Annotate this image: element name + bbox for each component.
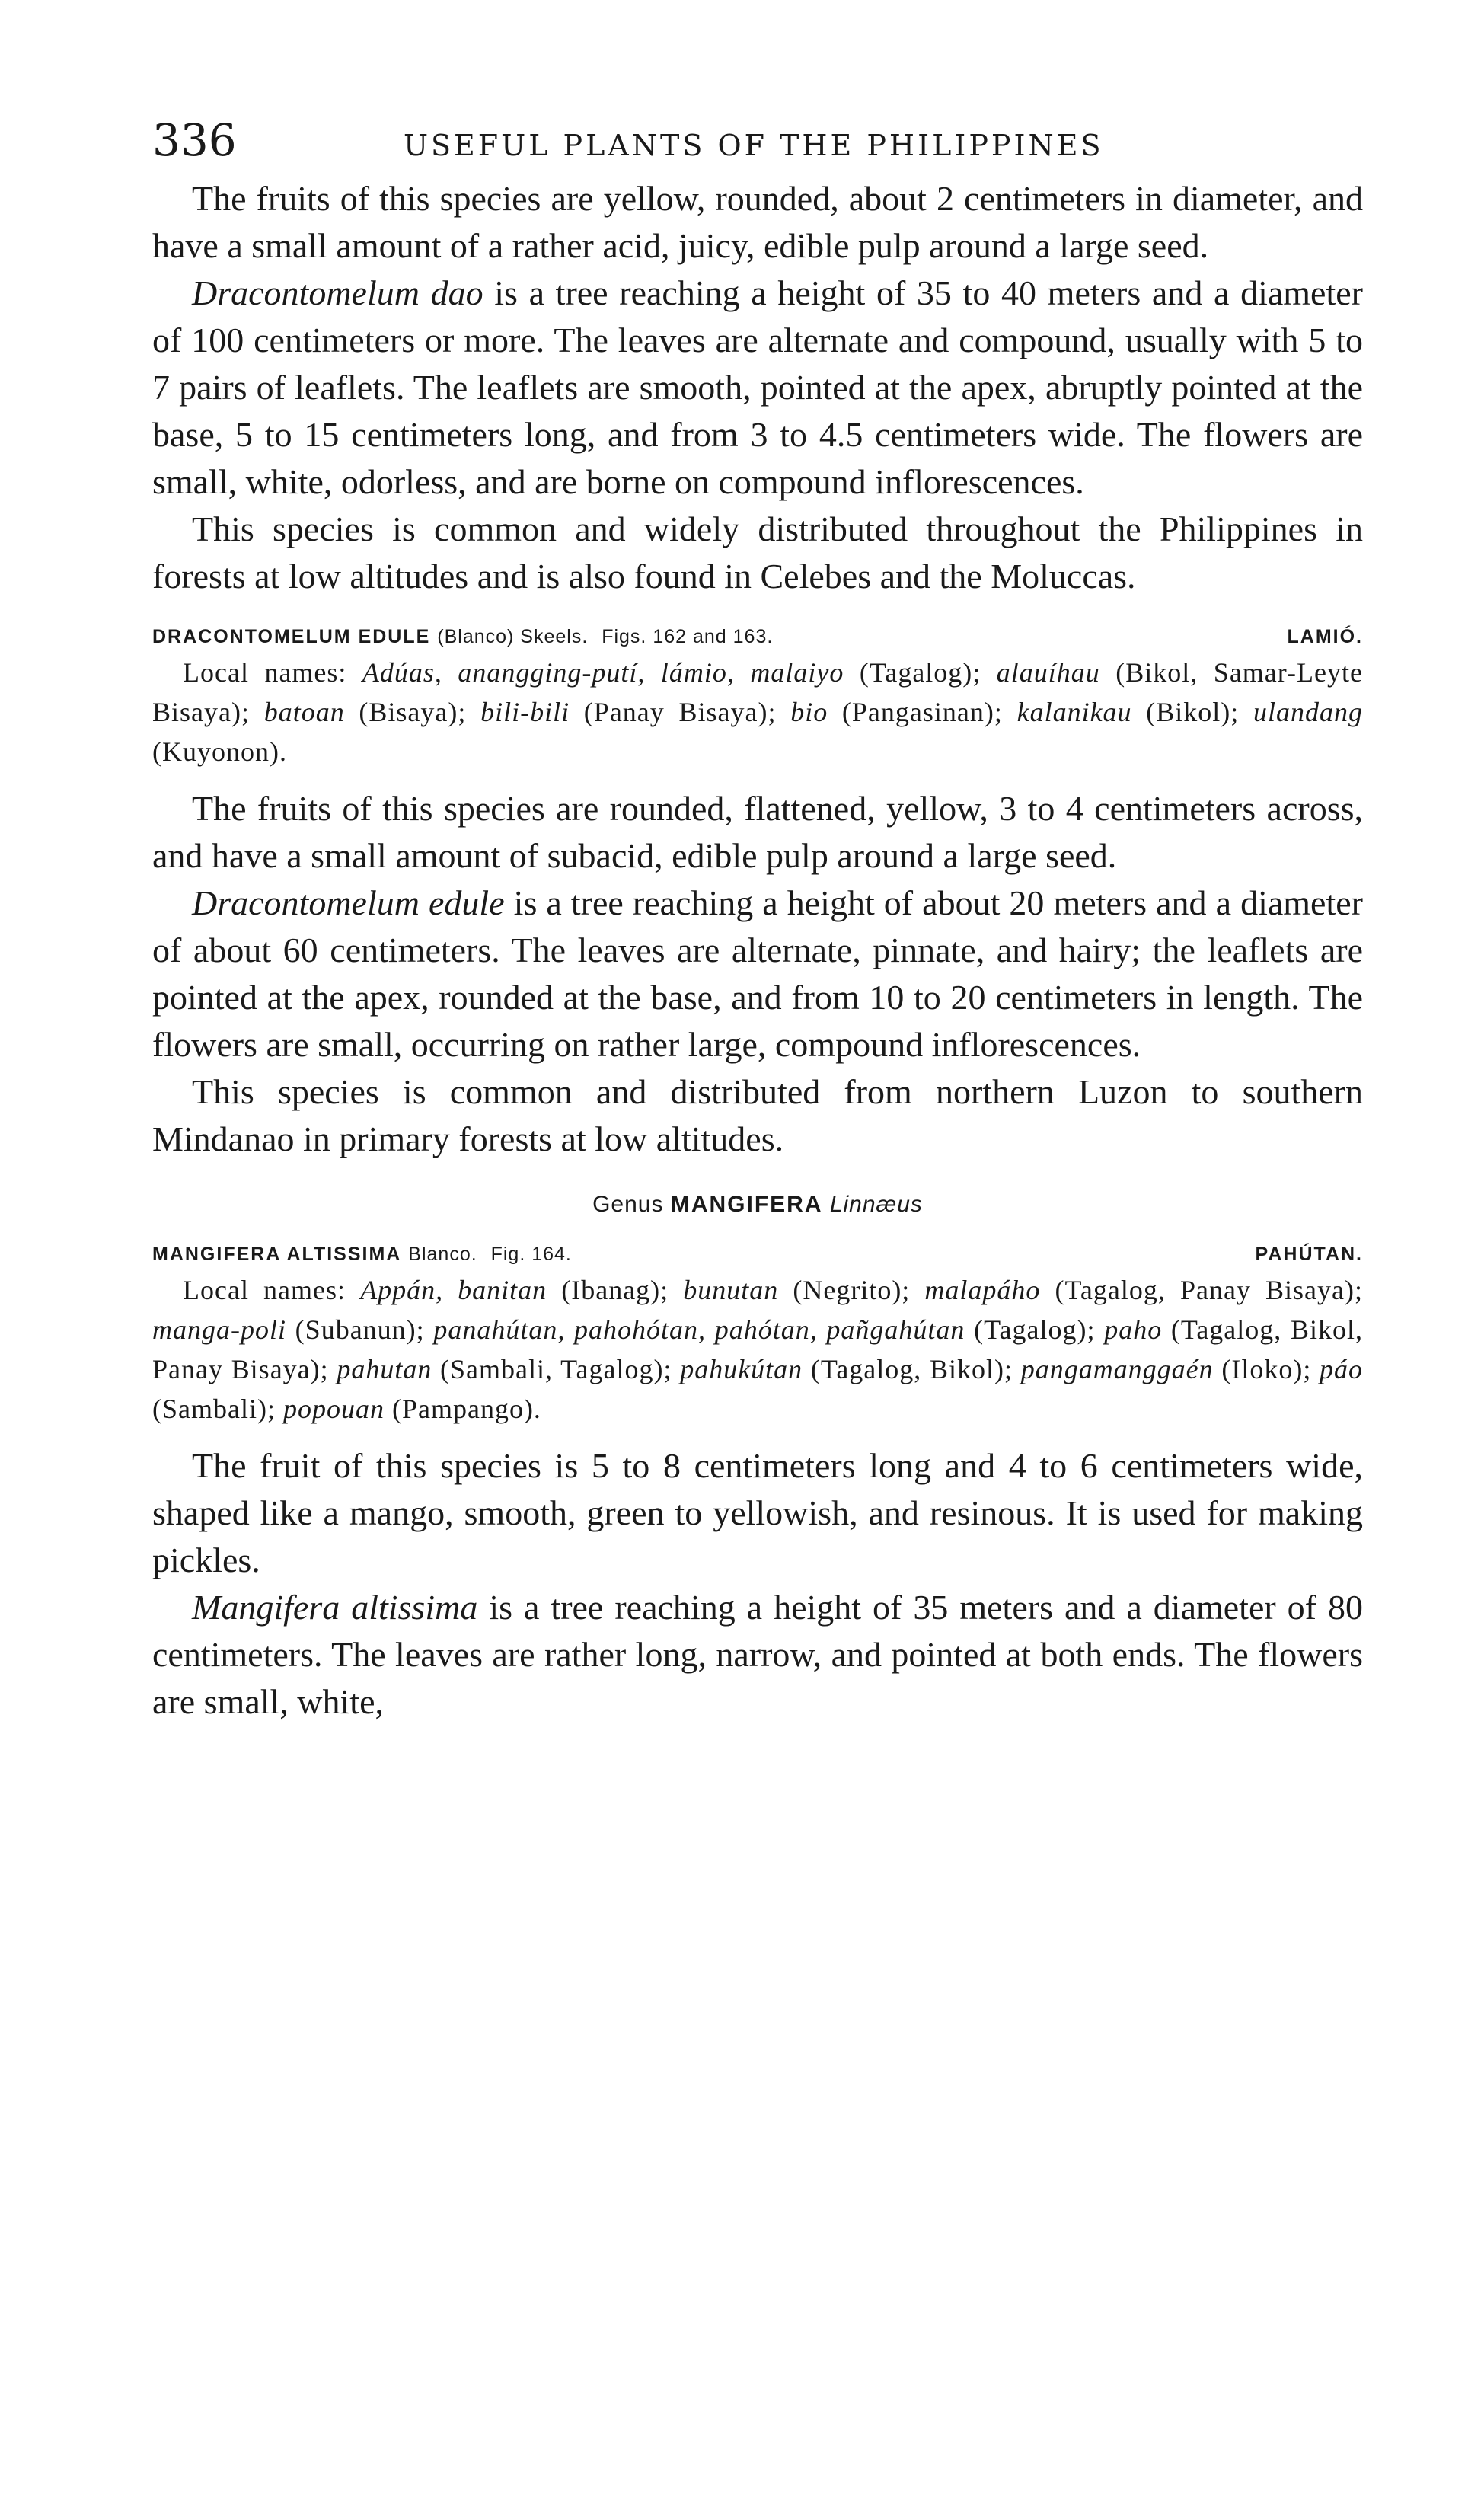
local-names-edule bbox=[152, 653, 1363, 771]
species-heading-name: DRACONTOMELUM EDULE bbox=[152, 626, 431, 647]
species-name: Mangifera altissima bbox=[192, 1588, 478, 1627]
local-name: popouan bbox=[282, 1394, 385, 1424]
species-name: Dracontomelum dao bbox=[192, 273, 483, 312]
local-name-region: (Pangasinan); bbox=[828, 697, 1017, 727]
species-heading bbox=[152, 1244, 1363, 1266]
paragraph-dao-distribution: This species is common and widely distributed throughout the Philippines in forests at low altitudes and is also found in Celebes and the Moluccas. bbox=[152, 509, 1363, 596]
page-header bbox=[152, 114, 1363, 175]
local-name: Appán, banitan bbox=[360, 1275, 547, 1305]
local-name: pahukútan bbox=[680, 1354, 803, 1384]
paragraph-dao-fruit: The fruits of this species are yellow, rounded, about 2 centimeters in diameter, and have a small amount of a rather acid, juicy, edible pulp around a large seed. bbox=[152, 179, 1363, 265]
local-name-region: (Bikol); bbox=[1131, 697, 1253, 727]
species-name: Dracontomelum edule bbox=[192, 883, 505, 922]
local-name: malapáho bbox=[924, 1275, 1041, 1305]
local-name: pahutan bbox=[337, 1354, 432, 1384]
local-name-region: Local names: bbox=[183, 657, 362, 688]
local-name-region: (Tagalog, Panay Bisaya); bbox=[1040, 1275, 1364, 1305]
local-name: bunutan bbox=[683, 1275, 779, 1305]
local-name: paho bbox=[1104, 1314, 1163, 1345]
local-name-region: (Bikol, Samar-Leyte Bisaya); bbox=[152, 657, 1363, 727]
species-heading-author: (Blanco) Skeels. bbox=[437, 626, 589, 647]
local-name: páo bbox=[1320, 1354, 1364, 1384]
local-name-region: (Tagalog); bbox=[965, 1314, 1105, 1345]
local-name: Adúas, anangging-putí, lámio, malaiyo bbox=[362, 657, 844, 688]
paragraph-altissima-fruit: The fruit of this species is 5 to 8 centimeters long and 4 to 6 centimeters wide, shaped like a mango, smooth, green to yellowish, and resinous. It is used for making pickles. bbox=[152, 1446, 1363, 1579]
local-name-region: (Sambali); bbox=[152, 1394, 283, 1424]
paragraph-edule-description: Dracontomelum edule is a tree reaching a height of about 20 meters and a diameter of about 60 centimeters. The leaves are alternate, pinnate, and hairy; the leaflets are pointed at the apex, rounded at the base, and from 10 to 20 centimeters in length. The flowers are small, occurring on rather large, compound inflorescences. bbox=[152, 883, 1363, 1064]
species-heading-name: MANGIFERA ALTISSIMA bbox=[152, 1244, 402, 1265]
local-names-altissima bbox=[152, 1270, 1363, 1429]
local-name: bio bbox=[790, 697, 828, 727]
local-name-region: (Tagalog, Bikol); bbox=[803, 1354, 1021, 1384]
book-page bbox=[152, 114, 1363, 1726]
paragraph-altissima-description: Mangifera altissima is a tree reaching a height of 35 meters and a diameter of 80 centimeters. The leaves are rather long, narrow, and pointed at both ends. The flowers are small, white, bbox=[152, 1588, 1363, 1721]
local-name-region: (Ibanag); bbox=[547, 1275, 684, 1305]
genus-name: MANGIFERA bbox=[670, 1192, 823, 1217]
species-heading bbox=[152, 626, 1363, 648]
page-number: 336 bbox=[152, 114, 237, 166]
local-name: bili-bili bbox=[480, 697, 570, 727]
local-name-region: (Kuyonon). bbox=[152, 736, 287, 767]
local-name-region: (Bisaya); bbox=[344, 697, 481, 727]
local-name-region: (Tagalog, Bikol, Panay Bisaya); bbox=[152, 1314, 1363, 1384]
local-name-region: (Tagalog); bbox=[844, 657, 997, 688]
species-heading-common: PAHÚTAN. bbox=[1255, 1244, 1363, 1265]
species-heading-author: Blanco. bbox=[408, 1244, 477, 1265]
genus-heading: Genus MANGIFERA Linnæus bbox=[592, 1192, 923, 1217]
local-name: ulandang bbox=[1253, 697, 1364, 727]
local-name-region: Local names: bbox=[183, 1275, 361, 1305]
local-name: batoan bbox=[263, 697, 345, 727]
local-name-region: (Pampango). bbox=[384, 1394, 541, 1424]
local-name: pangamanggaén bbox=[1020, 1354, 1214, 1384]
local-name-region: (Subanun); bbox=[286, 1314, 434, 1345]
species-heading-figs: Fig. 164. bbox=[490, 1244, 572, 1265]
local-name-region: (Sambali, Tagalog); bbox=[432, 1354, 681, 1384]
species-heading-figs: Figs. 162 and 163. bbox=[602, 626, 774, 647]
running-title: USEFUL PLANTS OF THE PHILIPPINES bbox=[404, 129, 1104, 162]
genus-author: Linnæus bbox=[822, 1192, 923, 1217]
local-name-region: (Panay Bisaya); bbox=[570, 697, 791, 727]
local-name: alauíhau bbox=[996, 657, 1100, 688]
paragraph-edule-distribution: This species is common and distributed from northern Luzon to southern Mindanao in primary forests at low altitudes. bbox=[152, 1072, 1363, 1158]
local-name: manga-poli bbox=[152, 1314, 286, 1345]
local-name-region: (Negrito); bbox=[778, 1275, 925, 1305]
species-heading-common: LAMIÓ. bbox=[1287, 626, 1363, 647]
paragraph-dao-description: Dracontomelum dao is a tree reaching a height of 35 to 40 meters and a diameter of 100 centimeters or more. The leaves are alternate and compound, usually with 5 to 7 pairs of leaflets. The leaflets are smooth, pointed at the apex, abruptly pointed at the base, 5 to 15 centimeters long, and from 3 to 4.5 centimeters wide. The flowers are small, white, odorless, and are borne on compound inflorescences. bbox=[152, 273, 1363, 501]
local-name-region: (Iloko); bbox=[1213, 1354, 1320, 1384]
local-name: panahútan, pahohótan, pahótan, pañgahútan bbox=[433, 1314, 965, 1345]
local-name: kalanikau bbox=[1016, 697, 1132, 727]
paragraph-edule-fruit: The fruits of this species are rounded, flattened, yellow, 3 to 4 centimeters across, and have a small amount of subacid, edible pulp around a large seed. bbox=[152, 789, 1363, 875]
